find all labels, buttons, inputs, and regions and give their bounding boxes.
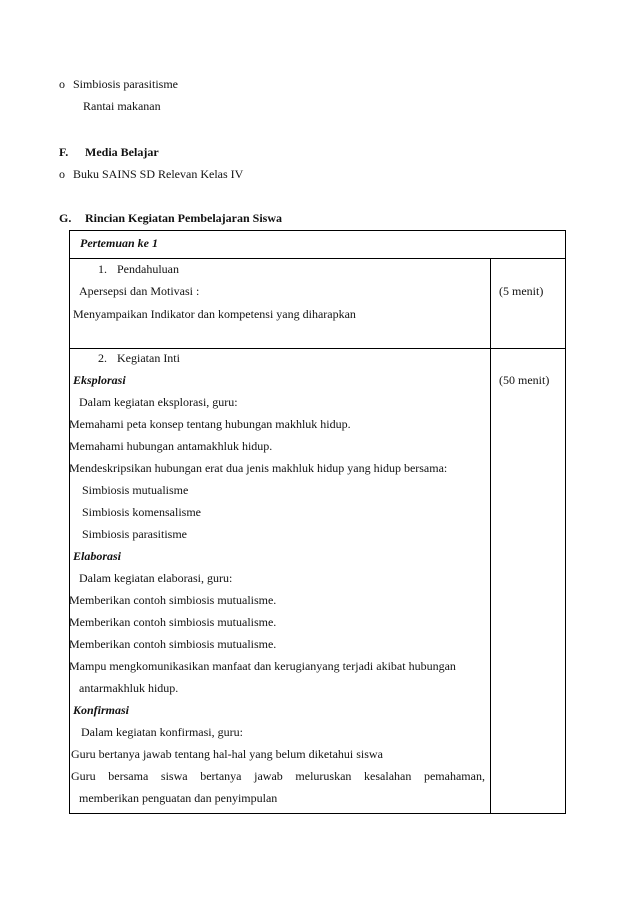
- eksplorasi-sub-item: Simbiosis parasitisme: [82, 527, 187, 541]
- elaborasi-item: Memberikan contoh simbiosis mutualisme.: [69, 637, 277, 651]
- table-row-divider: [69, 348, 566, 349]
- row1-number: 1.: [98, 262, 107, 276]
- row1-time: (5 menit): [499, 284, 544, 298]
- table-header-pertemuan: Pertemuan ke 1: [80, 236, 158, 250]
- row1-title: Pendahuluan: [117, 262, 179, 276]
- konfirmasi-continuation: memberikan penguatan dan penyimpulan: [79, 791, 278, 805]
- eksplorasi-item: Memahami peta konsep tentang hubungan makhluk hidup.: [69, 417, 351, 431]
- table-column-divider: [490, 258, 491, 814]
- row2-title: Kegiatan Inti: [117, 351, 180, 365]
- elaborasi-item: Mampu mengkomunikasikan manfaat dan kerugianyang terjadi akibat hubungan: [69, 659, 456, 673]
- eksplorasi-item: Mendeskripsikan hubungan erat dua jenis makhluk hidup yang hidup bersama:: [69, 461, 448, 475]
- row1-line-apersepsi: Apersepsi dan Motivasi :: [79, 284, 200, 298]
- section-f-title: Media Belajar: [85, 145, 159, 159]
- section-f-item: Buku SAINS SD Relevan Kelas IV: [73, 167, 244, 181]
- eksplorasi-sub-item: Simbiosis mutualisme: [82, 483, 189, 497]
- section-f-letter: F.: [59, 145, 69, 159]
- konfirmasi-item-justified: [71, 769, 485, 783]
- konfirmasi-word: bertanya: [200, 769, 242, 783]
- konfirmasi-word: pemahaman,: [423, 769, 485, 783]
- eksplorasi-sub-item: Simbiosis komensalisme: [82, 505, 202, 519]
- konfirmasi-word: Guru: [71, 769, 96, 783]
- row2-time: (50 menit): [499, 373, 550, 387]
- konfirmasi-item: Guru bertanya jawab tentang hal-hal yang belum diketahui siswa: [71, 747, 383, 761]
- eksplorasi-heading: Eksplorasi: [73, 373, 126, 387]
- list-bullet: o: [59, 77, 65, 91]
- row1-line-indikator: Menyampaikan Indikator dan kompetensi yang diharapkan: [73, 307, 356, 321]
- table-header-divider: [69, 258, 566, 259]
- eksplorasi-intro: Dalam kegiatan eksplorasi, guru:: [79, 395, 238, 409]
- elaborasi-heading: Elaborasi: [73, 549, 122, 563]
- konfirmasi-word: bersama: [108, 769, 149, 783]
- section-f-bullet: o: [59, 167, 65, 181]
- konfirmasi-word: jawab: [254, 769, 283, 783]
- section-g-title: Rincian Kegiatan Pembelajaran Siswa: [85, 211, 282, 225]
- elaborasi-item: Memberikan contoh simbiosis mutualisme.: [69, 615, 277, 629]
- elaborasi-item: Memberikan contoh simbiosis mutualisme.: [69, 593, 277, 607]
- eksplorasi-item: Memahami hubungan antamakhluk hidup.: [69, 439, 273, 453]
- konfirmasi-intro: Dalam kegiatan konfirmasi, guru:: [81, 725, 243, 739]
- konfirmasi-word: siswa: [160, 769, 188, 783]
- row2-number: 2.: [98, 351, 107, 365]
- list-item-simbiosis-parasitisme: Simbiosis parasitisme: [73, 77, 178, 91]
- konfirmasi-word: meluruskan: [295, 769, 352, 783]
- konfirmasi-word: kesalahan: [364, 769, 412, 783]
- section-g-letter: G.: [59, 211, 72, 225]
- elaborasi-continuation: antarmakhluk hidup.: [79, 681, 179, 695]
- list-sub-item-rantai-makanan: Rantai makanan: [83, 99, 161, 113]
- konfirmasi-heading: Konfirmasi: [73, 703, 130, 717]
- elaborasi-intro: Dalam kegiatan elaborasi, guru:: [79, 571, 233, 585]
